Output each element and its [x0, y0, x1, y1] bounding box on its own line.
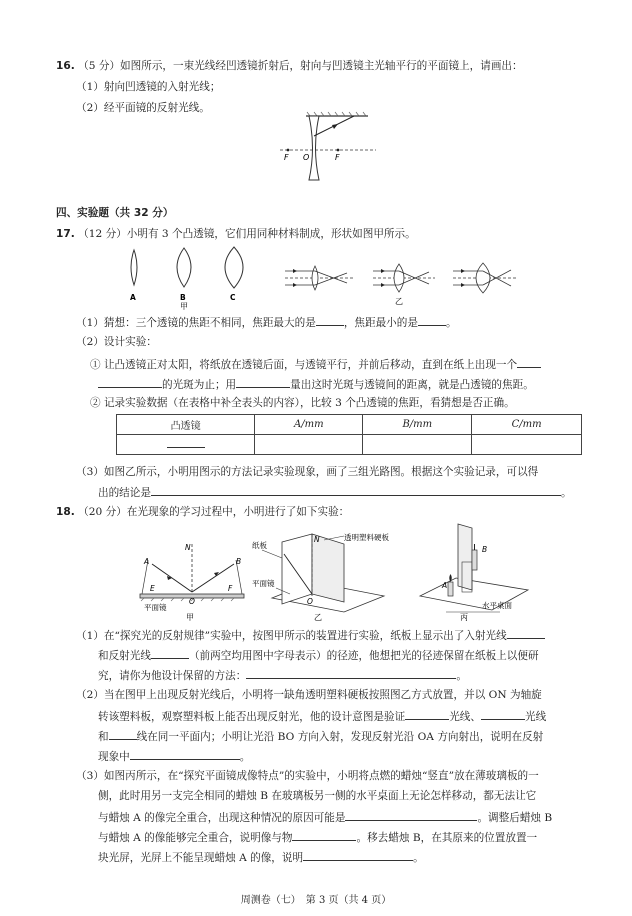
q17-s1-text-a: ① 让凸透镜正对太阳，将纸放在透镜后面，与透镜平行，并前后移动，直到在纸上出现一个 — [90, 359, 518, 371]
q17-step1-line1 — [90, 356, 541, 372]
q17-stem-text: （12 分）小明有 3 个凸透镜，它们用同种材料制成，形状如图甲所示。 — [78, 228, 416, 240]
q17-part3-line2 — [98, 484, 572, 500]
q17-figure-yi — [285, 262, 535, 308]
q17-label-b: B — [180, 293, 186, 302]
q18-label-o2: O — [307, 597, 313, 606]
q17-part2: （2）设计实验： — [76, 336, 157, 348]
table-cell-blank-header[interactable] — [117, 435, 255, 455]
q17-caption-yi: 乙 — [395, 297, 403, 306]
q18-p1-text-a: （1）在“探究光的反射规律”实验中，按图甲所示的装置进行实验，纸板上显示出了入射光线 — [76, 630, 507, 642]
q18-p3-text-d: 。调整后蜡烛 B — [477, 812, 553, 824]
table-cell[interactable] — [255, 435, 363, 455]
q18-p3-text-e: 与蜡烛 A 的像能够完全重合，说明像与物 — [98, 832, 293, 844]
q18-p2-text-c: 光线、 — [449, 711, 481, 723]
q18-part2-line1: （2）当在图甲上出现反射光线后，小明将一缺角透明塑料硬板按照图乙方式放置，并以 ON 为轴旋 — [76, 689, 542, 701]
q17-p1-text-a: （1）猜想：三个透镜的焦距不相同，焦距最大的是 — [76, 317, 316, 329]
q18-part1-line1 — [76, 627, 545, 643]
q16-part1: （1）射向凹透镜的入射光线； — [76, 81, 221, 93]
q17-data-table — [116, 414, 582, 455]
q17-stem — [56, 227, 416, 241]
q18-label-mirror2: 平面镜 — [252, 579, 275, 588]
q17-step2: ② 记录实验数据（在表格中补全表头的内容），比较 3 个凸透镜的焦距，看猜想是否正确。 — [90, 397, 515, 409]
q18-caption-yi: 乙 — [314, 613, 322, 622]
table-header-a: A/mm — [255, 415, 363, 435]
q18-p2-text-f: 线在同一平面内；小明让光沿 BO 方向入射，发现反射光沿 OA 方向射出，说明在反射 — [136, 731, 544, 743]
q18-label-f: F — [228, 584, 233, 593]
q18-stem — [56, 505, 349, 519]
q16-number: 16. — [56, 60, 75, 72]
q16-figure — [276, 112, 386, 187]
q18-p2-text-h: 。 — [239, 751, 251, 763]
q18-part2-line3 — [98, 728, 543, 744]
q16-label-f-right: F — [335, 153, 340, 162]
table-header-c: C/mm — [472, 415, 582, 435]
q17-p3-text-c: 。 — [560, 487, 572, 499]
page-footer: 周测卷（七） 第 3 页（共 4 页） — [240, 895, 392, 906]
q18-label-a3: A — [442, 581, 448, 590]
q18-p3-text-h: 。 — [413, 852, 424, 864]
q18-label-plastic: 透明塑料硬板 — [344, 533, 389, 542]
q18-label-desk: 水平桌面 — [482, 601, 512, 610]
q16-part2: （2）经平面镜的反射光线。 — [76, 102, 210, 114]
q18-p2-text-e: 和 — [98, 731, 109, 743]
q18-p3-text-c: 与蜡烛 A 的像完全重合，出现这种情况的原因可能是 — [98, 812, 346, 824]
q18-p2-text-b: 转该塑料板，观察塑料板上能否出现反射光，他的设计意图是验证 — [98, 711, 406, 723]
q18-blank-reflected[interactable] — [151, 647, 189, 659]
q16-stem-text: （5 分）如图所示，一束光线经凹透镜折射后，射向与凹透镜主光轴平行的平面镜上，请画出： — [78, 60, 523, 72]
q18-blank-reversible[interactable] — [130, 748, 240, 760]
q18-label-mirror: 平面镜 — [144, 603, 167, 612]
q18-p1-text-d: 究，请你为他设计保留的方法： — [98, 670, 247, 682]
q18-part3-line4 — [98, 829, 537, 845]
q16-label-o: O — [303, 153, 310, 162]
q18-blank-virtual[interactable] — [303, 849, 413, 861]
q18-p1-text-c: （前两空均用图中字母表示）的径迹，他想把光的径迹保留在纸板上以便研 — [188, 650, 539, 662]
q18-part3-line3 — [98, 809, 552, 825]
q17-label-c: C — [230, 293, 236, 302]
q18-figure-yi — [252, 532, 402, 622]
q18-blank-ray2[interactable] — [481, 708, 525, 720]
q18-blank-method[interactable] — [246, 667, 456, 679]
q18-part3-line5 — [98, 849, 424, 865]
q18-part3-line2: 侧，此时用另一支完全相同的蜡烛 B 在玻璃板另一侧的水平桌面上无论怎样移动，都无法让它 — [98, 790, 537, 802]
q17-blank-spot-a[interactable] — [517, 356, 541, 368]
table-header-b: B/mm — [363, 415, 472, 435]
table-cell[interactable] — [363, 435, 472, 455]
q17-p1-text-c: 。 — [445, 317, 457, 329]
q17-figure-jia — [120, 245, 260, 311]
q17-step1-line2 — [98, 376, 534, 392]
q18-p2-text-g: 现象中 — [98, 751, 130, 763]
q18-blank-size[interactable] — [292, 829, 356, 841]
q17-part3-line1: （3）如图乙所示，小明用图示的方法记录实验现象，画了三组光路图。根据这个实验记录，可以得 — [76, 466, 539, 478]
q17-blank-conclusion[interactable] — [151, 484, 561, 496]
q17-blank-spot-b[interactable] — [98, 376, 162, 388]
q17-label-a: A — [130, 293, 136, 302]
q18-part1-line3 — [98, 667, 467, 683]
q18-label-b3: B — [482, 545, 488, 554]
q17-p3-text-b: 出的结论是 — [98, 487, 151, 499]
q18-p3-text-f: 。移去蜡烛 B，在其原来的位置放置一 — [356, 832, 538, 844]
q18-stem-text: （20 分）在光现象的学习过程中，小明进行了如下实验： — [78, 506, 350, 518]
q17-part1 — [76, 314, 457, 330]
q18-p2-text-d: 光线 — [525, 711, 547, 723]
q17-blank-tool[interactable] — [236, 376, 290, 388]
q18-p3-text-g: 块光屏，光屏上不能呈现蜡烛 A 的像，说明 — [98, 852, 304, 864]
q18-label-paper: 纸板 — [252, 541, 267, 550]
q18-blank-line[interactable] — [109, 728, 137, 740]
q17-blank-smallest[interactable] — [418, 314, 446, 326]
table-header-lens: 凸透镜 — [117, 415, 255, 435]
q18-label-n: N — [185, 543, 191, 552]
table-cell[interactable] — [472, 435, 582, 455]
q18-part3-line1: （3）如图丙所示，在“探究平面镜成像特点”的实验中，小明将点燃的蜡烛“竖直”放在薄玻璃板的一 — [76, 770, 539, 782]
q18-p1-text-b: 和反射光线 — [98, 650, 151, 662]
q18-label-e: E — [150, 584, 155, 593]
q18-part2-line4 — [98, 748, 250, 764]
q17-number: 17. — [56, 228, 75, 240]
q18-blank-ray1[interactable] — [405, 708, 449, 720]
q16-label-f-left: F — [284, 153, 289, 162]
q18-part1-line2 — [98, 647, 539, 663]
q18-label-a: A — [144, 557, 150, 566]
q18-p1-text-e: 。 — [456, 670, 467, 682]
q18-part2-line2 — [98, 708, 546, 724]
q18-caption-bing: 丙 — [460, 613, 468, 622]
section-heading: 四、实验题（共 32 分） — [56, 207, 174, 219]
q17-blank-largest[interactable] — [316, 314, 344, 326]
q18-label-n2: N — [314, 535, 320, 544]
q18-label-b: B — [236, 557, 242, 566]
q18-figure-jia — [138, 540, 250, 622]
q18-blank-reason[interactable] — [345, 809, 477, 821]
q17-s1-text-b: 的光斑为止；用 — [162, 379, 237, 391]
q18-blank-incident[interactable] — [507, 627, 545, 639]
q18-number: 18. — [56, 506, 75, 518]
q16-stem — [56, 59, 523, 73]
q18-caption-jia: 甲 — [186, 613, 194, 622]
q17-s1-text-c: 量出这时光斑与透镜间的距离，就是凸透镜的焦距。 — [290, 379, 534, 391]
q18-label-o: O — [189, 597, 195, 606]
q17-caption-jia: 甲 — [180, 302, 188, 311]
q17-p1-text-b: ，焦距最小的是 — [343, 317, 418, 329]
q18-figure-bing — [416, 522, 536, 622]
